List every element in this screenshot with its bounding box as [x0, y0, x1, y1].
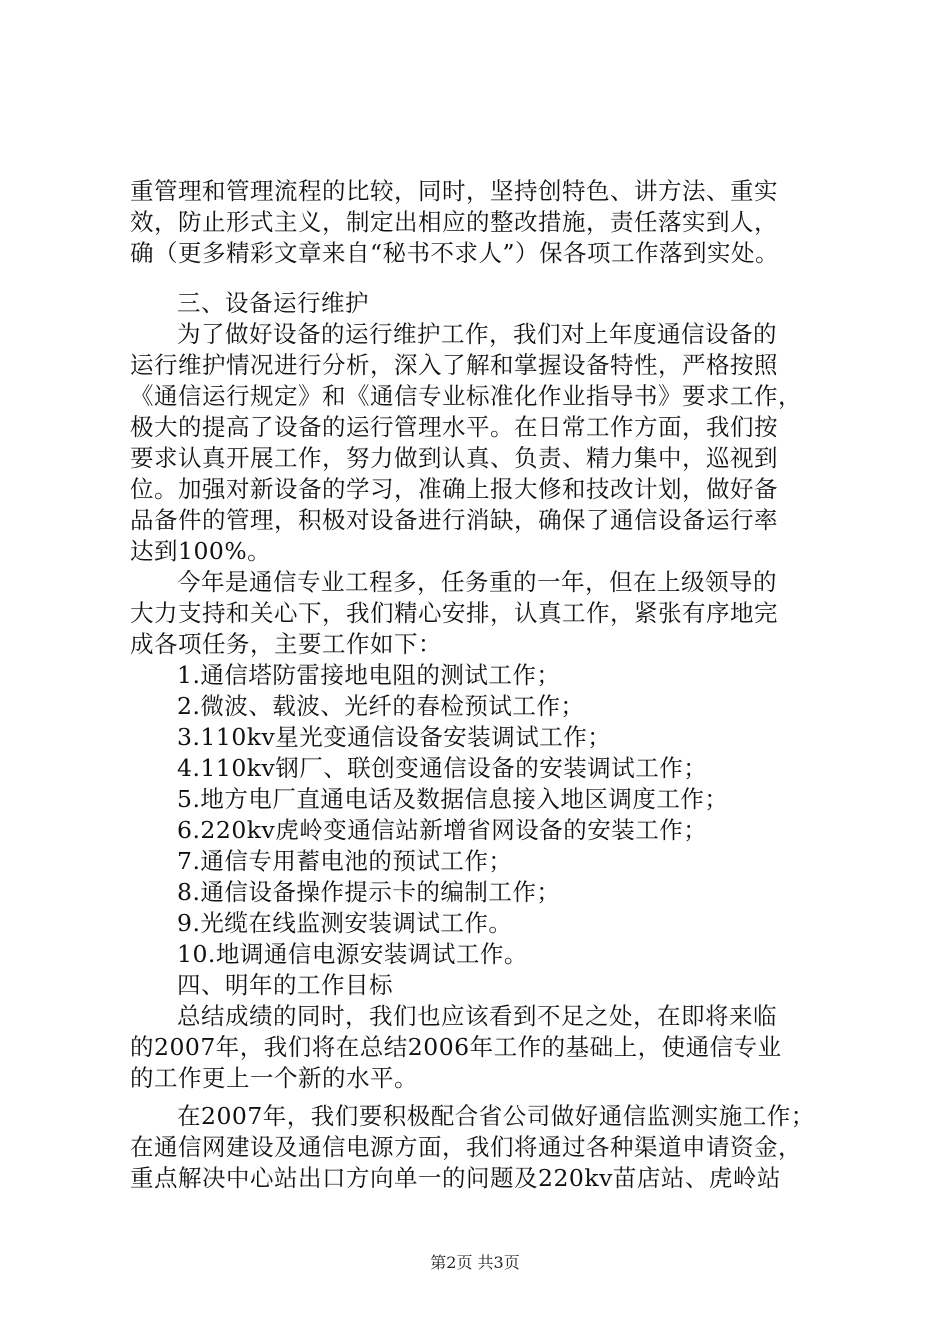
paragraph-4	[130, 1001, 840, 1094]
paragraph-gap	[130, 1094, 840, 1101]
text-line: 大力支持和关心下，我们精心安排，认真工作，紧张有序地完	[130, 599, 778, 627]
paragraph-1	[130, 176, 840, 269]
text-line: 的2007年，我们将在总结2006年工作的基础上，使通信专业	[130, 1033, 782, 1061]
page-number-footer: 第2页 共3页	[430, 1253, 520, 1272]
list-item: 3.110kv星光变通信设备安装调试工作；	[177, 723, 612, 751]
text-line: 在2007年，我们要积极配合省公司做好通信监测实施工作；	[177, 1102, 815, 1130]
list-item: 9.光缆在线监测安装调试工作。	[177, 909, 513, 937]
text-line: 确（更多精彩文章来自“秘书不求人”）保各项工作落到实处。	[130, 239, 780, 267]
list-item: 8.通信设备操作提示卡的编制工作；	[177, 878, 561, 906]
text-line: 达到100%。	[130, 537, 272, 565]
text-line: 重管理和管理流程的比较，同时，坚持创特色、讲方法、重实	[130, 177, 778, 205]
list-item: 2.微波、载波、光纤的春检预试工作；	[177, 692, 585, 720]
text-line: 运行维护情况进行分析，深入了解和掌握设备特性，严格按照	[130, 351, 778, 379]
text-line: 为了做好设备的运行维护工作，我们对上年度通信设备的	[177, 320, 777, 348]
text-line: 今年是通信专业工程多，任务重的一年，但在上级领导的	[177, 568, 777, 596]
text-line: 在通信网建设及通信电源方面，我们将通过各种渠道申请资金，	[130, 1133, 802, 1161]
list-item: 1.通信塔防雷接地电阻的测试工作；	[177, 661, 561, 689]
text-line: 品备件的管理，积极对设备进行消缺，确保了通信设备运行率	[130, 506, 778, 534]
list-item: 4.110kv钢厂、联创变通信设备的安装调试工作；	[177, 754, 708, 782]
text-line: 要求认真开展工作，努力做到认真、负责、精力集中，巡视到	[130, 444, 778, 472]
document-body	[130, 176, 840, 1194]
list-item: 6.220kv虎岭变通信站新增省网设备的安装工作；	[177, 816, 708, 844]
text-line: 的工作更上一个新的水平。	[130, 1064, 418, 1092]
paragraph-3	[130, 567, 840, 660]
text-line: 重点解决中心站出口方向单一的问题及220kv苗店站、虎岭站	[130, 1164, 781, 1192]
paragraph-2	[130, 319, 840, 567]
text-line: 效，防止形式主义，制定出相应的整改措施，责任落实到人，	[130, 208, 778, 236]
text-line: 成各项任务，主要工作如下：	[130, 630, 442, 658]
text-line: 《通信运行规定》和《通信专业标准化作业指导书》要求工作，	[130, 382, 802, 410]
text-line: 极大的提高了设备的运行管理水平。在日常工作方面，我们按	[130, 413, 778, 441]
list-item: 5.地方电厂直通电话及数据信息接入地区调度工作；	[177, 785, 729, 813]
work-list	[130, 660, 840, 970]
list-item: 7.通信专用蓄电池的预试工作；	[177, 847, 513, 875]
list-item: 10.地调通信电源安装调试工作。	[177, 940, 528, 968]
section-heading-4: 四、明年的工作目标	[177, 971, 393, 999]
section-heading-3: 三、设备运行维护	[177, 289, 369, 317]
text-line: 总结成绩的同时，我们也应该看到不足之处，在即将来临	[177, 1002, 777, 1030]
text-line: 位。加强对新设备的学习，准确上报大修和技改计划，做好备	[130, 475, 778, 503]
paragraph-gap	[130, 269, 840, 288]
paragraph-5	[130, 1101, 840, 1194]
